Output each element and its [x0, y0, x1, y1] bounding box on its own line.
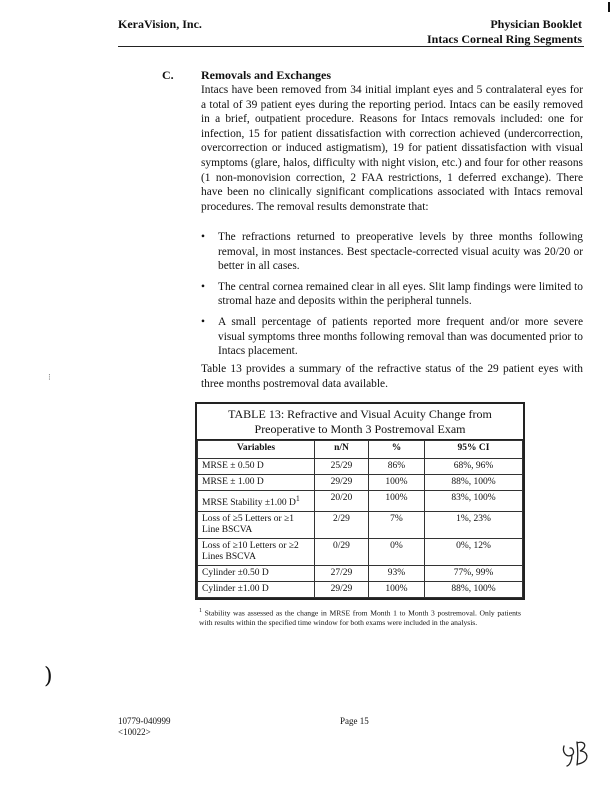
cell-ci: 88%, 100% — [425, 582, 523, 598]
document-code — [118, 716, 171, 738]
handwritten-initials — [560, 738, 594, 768]
cell-nn: 2/29 — [315, 512, 369, 539]
margin-speck: ⁝ — [48, 372, 51, 382]
footnote-marker: 1 — [199, 608, 202, 614]
col-header-nn: n/N — [315, 441, 369, 459]
cell-percent: 100% — [369, 582, 425, 598]
results-table — [197, 440, 523, 598]
cell-nn: 29/29 — [315, 582, 369, 598]
cell-percent: 100% — [369, 491, 425, 512]
cell-percent: 100% — [369, 475, 425, 491]
cell-percent: 7% — [369, 512, 425, 539]
cell-nn: 0/29 — [315, 539, 369, 566]
results-bullet-list — [201, 230, 583, 365]
table-row — [198, 475, 523, 491]
col-header-variables: Variables — [198, 441, 315, 459]
cell-nn: 27/29 — [315, 566, 369, 582]
page-edge-mark — [608, 2, 610, 12]
cell-variable — [198, 491, 315, 512]
section-title: Removals and Exchanges — [201, 68, 332, 82]
header-booklet: Physician Booklet — [490, 17, 582, 31]
cell-variable: Loss of ≥5 Letters or ≥1 Line BSCVA — [198, 512, 315, 539]
cell-ci: 0%, 12% — [425, 539, 523, 566]
table-row — [198, 512, 523, 539]
cell-nn: 29/29 — [315, 475, 369, 491]
header-company: KeraVision, Inc. — [118, 17, 202, 31]
doc-number: 10779-040999 — [118, 716, 171, 726]
table-row — [198, 582, 523, 598]
cell-variable: MRSE ± 1.00 D — [198, 475, 315, 491]
cell-ci: 68%, 96% — [425, 459, 523, 475]
table-title — [197, 404, 523, 440]
header-subtitle: Intacs Corneal Ring Segments — [427, 32, 582, 46]
cell-percent: 0% — [369, 539, 425, 566]
intro-paragraph: Intacs have been removed from 34 initial implant eyes and 5 contralateral eyes for a total of 39 patient eyes during the reporting period. Intacs can be easily removed in a brief, outpatient procedure. Reasons for Intacs removals included: one for infection, 15 for patient dissatisfaction with correction achieved (undercorrection, overcorrection or induced astigmatism), 19 for patient dissatisfaction with visual symptoms (glare, halos, difficulty with night vision, etc.) and four for other reasons (1 non-monovision correction, 2 FAA restrictions, 1 deferred exchange). There have been no clinically significant complications associated with Intacs removal procedures. The removal results demonstrate that: — [201, 84, 583, 213]
cell-variable-text: MRSE Stability ±1.00 D — [202, 498, 296, 509]
table-title-line1: TABLE 13: Refractive and Visual Acuity Change from — [228, 407, 492, 421]
table-row — [198, 539, 523, 566]
table-row — [198, 459, 523, 475]
cell-percent: 93% — [369, 566, 425, 582]
header-right — [427, 17, 582, 47]
table-row — [198, 566, 523, 582]
col-header-percent: % — [369, 441, 425, 459]
table-header-row — [198, 441, 523, 459]
cell-ci: 1%, 23% — [425, 512, 523, 539]
cell-nn: 20/20 — [315, 491, 369, 512]
section-letter: C. — [162, 68, 174, 82]
bullet-item: • The refractions returned to preoperative levels by three months following removal, in most instances. Best spectacle-corrected visual acuity was 20/20 or better in all cases. — [201, 230, 583, 274]
cell-ci: 77%, 99% — [425, 566, 523, 582]
cell-ci: 88%, 100% — [425, 475, 523, 491]
table-title-line2: Preoperative to Month 3 Postremoval Exam — [254, 422, 466, 436]
cell-nn: 25/29 — [315, 459, 369, 475]
page-number: Page 15 — [340, 716, 369, 726]
table-row — [198, 491, 523, 512]
table-13 — [195, 402, 525, 600]
bullet-item: • The central cornea remained clear in all eyes. Slit lamp findings were limited to stromal haze and deposits within the peripheral tunnels. — [201, 280, 583, 309]
cell-percent: 86% — [369, 459, 425, 475]
bullet-item: • A small percentage of patients reported more frequent and/or more severe visual symptoms three months following removal than was documented prior to Intacs placement. — [201, 315, 583, 359]
cell-variable: MRSE ± 0.50 D — [198, 459, 315, 475]
margin-brace-mark: ) — [44, 664, 53, 689]
footnote-ref: 1 — [295, 494, 300, 503]
header-rule — [118, 46, 584, 47]
table-footnote — [199, 607, 521, 628]
col-header-ci: 95% CI — [425, 441, 523, 459]
footnote-text: Stability was assessed as the change in MRSE from Month 1 to Month 3 postremoval. Only patients with results within the specified time window for both exams were included in the analysis. — [199, 608, 521, 628]
cell-variable: Cylinder ±1.00 D — [198, 582, 315, 598]
cell-variable: Loss of ≥10 Letters or ≥2 Lines BSCVA — [198, 539, 315, 566]
summary-paragraph: Table 13 provides a summary of the refractive status of the 29 patient eyes with three months postremoval data available. — [201, 363, 583, 390]
cell-ci: 83%, 100% — [425, 491, 523, 512]
cell-variable: Cylinder ±0.50 D — [198, 566, 315, 582]
doc-reference: <10022> — [118, 727, 151, 737]
